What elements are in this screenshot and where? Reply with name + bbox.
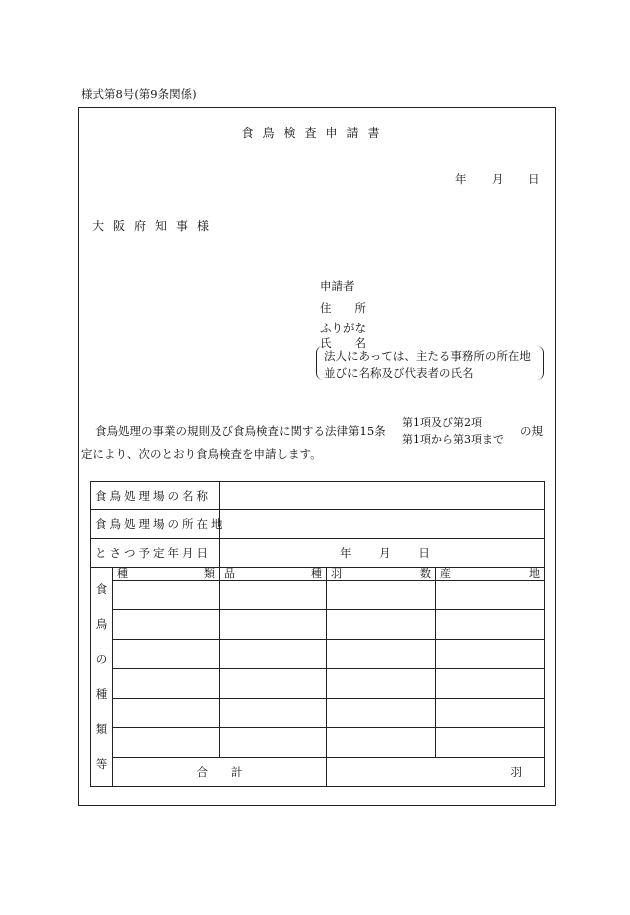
inspection-table xyxy=(90,481,545,787)
table-row xyxy=(91,728,545,758)
total-count-field[interactable] xyxy=(327,758,545,787)
form-title: 食鳥検査申請書 xyxy=(241,126,389,140)
breed-cell[interactable] xyxy=(220,698,327,727)
side-char: 食 xyxy=(95,582,108,596)
slaughter-date-month: 月 xyxy=(379,546,391,560)
column-header-origin: 産 地 xyxy=(436,568,545,581)
species-side-label xyxy=(91,568,113,787)
origin-cell[interactable] xyxy=(436,698,545,727)
species-header-row xyxy=(91,568,545,581)
side-char: 鳥 xyxy=(95,617,108,631)
count-cell[interactable] xyxy=(327,698,436,727)
count-cell[interactable] xyxy=(327,610,436,639)
facility-name-label: 食鳥処理場の名称 xyxy=(91,482,220,510)
total-row xyxy=(91,758,545,787)
applicant-name-label: 氏 名 xyxy=(320,336,366,350)
count-cell[interactable] xyxy=(327,728,436,758)
clause-option-1: 第1項及び第2項 xyxy=(402,416,482,429)
column-header-species: 種 類 xyxy=(113,568,220,581)
applicant-address-label: 住 所 xyxy=(320,301,366,315)
slaughter-date-day: 日 xyxy=(418,546,430,560)
application-date-year: 年 xyxy=(455,172,467,186)
count-cell[interactable] xyxy=(327,639,436,668)
species-cell[interactable] xyxy=(113,639,220,668)
origin-cell[interactable] xyxy=(436,639,545,668)
form-number-label: 様式第8号(第9条関係) xyxy=(81,87,197,101)
facility-location-field[interactable] xyxy=(220,510,545,539)
table-row xyxy=(91,610,545,639)
facility-location-label: 食鳥処理場の所在地 xyxy=(91,510,220,539)
application-date-day: 日 xyxy=(528,172,540,186)
slaughter-date-row xyxy=(91,539,545,568)
total-unit: 羽 xyxy=(510,765,522,779)
species-cell[interactable] xyxy=(113,581,220,610)
side-char: 種 xyxy=(95,687,108,701)
applicant-furigana-label: ふりがな xyxy=(320,321,366,335)
addressee: 大阪府知事様 xyxy=(92,219,219,233)
corporate-note-line2: 並びに名称及び代表者の氏名 xyxy=(324,366,474,380)
breed-cell[interactable] xyxy=(220,581,327,610)
breed-cell[interactable] xyxy=(220,728,327,758)
origin-cell[interactable] xyxy=(436,728,545,758)
slaughter-date-label: とさつ予定年月日 xyxy=(91,539,220,568)
species-cell[interactable] xyxy=(113,669,220,698)
column-header-breed: 品 種 xyxy=(220,568,327,581)
origin-cell[interactable] xyxy=(436,610,545,639)
total-label: 合 計 xyxy=(113,758,327,787)
table-row xyxy=(91,698,545,727)
facility-name-field[interactable] xyxy=(220,482,545,510)
breed-cell[interactable] xyxy=(220,639,327,668)
body-text-line2: 定により、次のとおり食鳥検査を申請します。 xyxy=(81,447,322,461)
table-row xyxy=(91,669,545,698)
corporate-note-line1: 法人にあっては、主たる事務所の所在地 xyxy=(324,349,531,363)
side-char: の xyxy=(95,652,108,666)
origin-cell[interactable] xyxy=(436,669,545,698)
count-cell[interactable] xyxy=(327,581,436,610)
side-char: 類 xyxy=(95,722,108,736)
application-date-month: 月 xyxy=(492,172,504,186)
applicant-heading: 申請者 xyxy=(320,279,355,293)
facility-location-row xyxy=(91,510,545,539)
species-cell[interactable] xyxy=(113,728,220,758)
slaughter-date-year: 年 xyxy=(340,546,352,560)
slaughter-date-field[interactable] xyxy=(220,539,545,568)
clause-option-2: 第1項から第3項まで xyxy=(402,433,504,446)
side-char: 等 xyxy=(95,757,108,771)
body-text-line1: 食鳥処理の事業の規則及び食鳥検査に関する法律第15条 xyxy=(95,424,386,438)
count-cell[interactable] xyxy=(327,669,436,698)
breed-cell[interactable] xyxy=(220,610,327,639)
table-row xyxy=(91,581,545,610)
table-row xyxy=(91,639,545,668)
species-cell[interactable] xyxy=(113,610,220,639)
facility-name-row xyxy=(91,482,545,510)
origin-cell[interactable] xyxy=(436,581,545,610)
breed-cell[interactable] xyxy=(220,669,327,698)
body-text-tail: の規 xyxy=(520,424,543,438)
species-cell[interactable] xyxy=(113,698,220,727)
column-header-count: 羽 数 xyxy=(327,568,436,581)
